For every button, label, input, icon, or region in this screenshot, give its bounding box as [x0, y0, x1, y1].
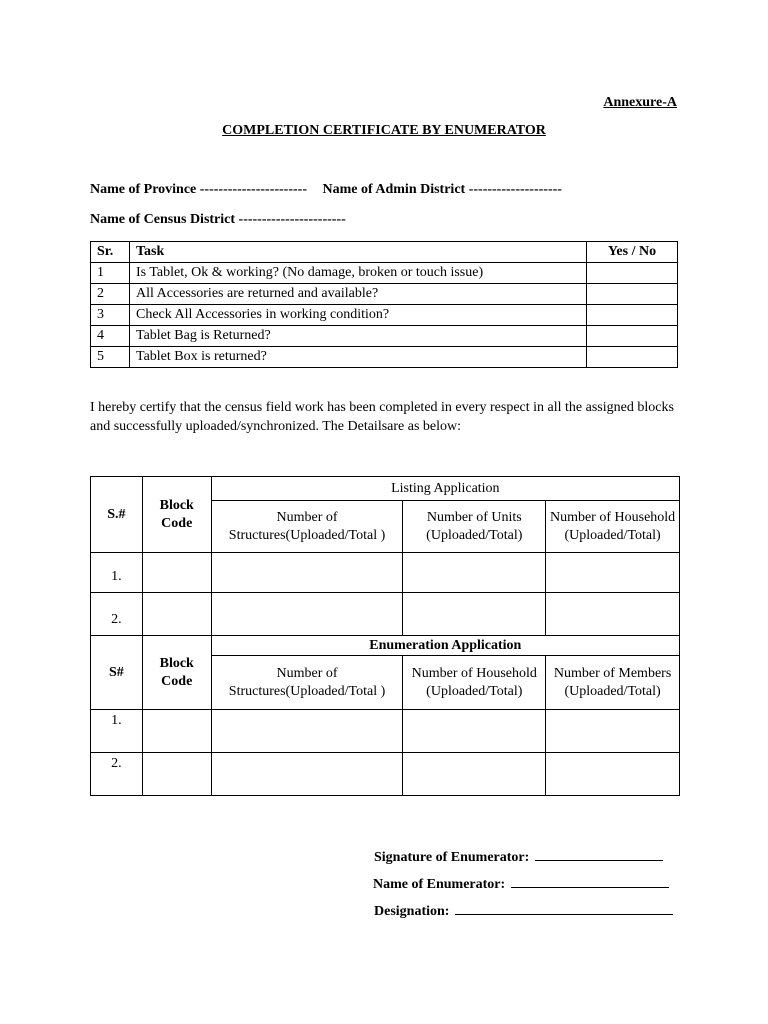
- row-task: All Accessories are returned and available?: [130, 284, 587, 305]
- enumeration-row-number: 2.: [91, 753, 143, 796]
- enumerator-name-field[interactable]: [511, 875, 669, 888]
- enumeration-structures-header: Number of Structures(Uploaded/Total ): [211, 656, 403, 710]
- application-upload-table: [90, 476, 680, 796]
- row-sr: 4: [91, 326, 130, 347]
- listing-sn-header: S.#: [91, 477, 143, 553]
- row-yes-no-cell[interactable]: [587, 263, 678, 284]
- enumeration-block-code-cell[interactable]: [142, 710, 211, 753]
- listing-row-number: 2.: [91, 593, 143, 636]
- census-district-dashes: -----------------------: [238, 212, 346, 227]
- table-row: [91, 710, 680, 753]
- listing-structures-cell[interactable]: [211, 593, 403, 636]
- listing-household-cell[interactable]: [546, 553, 680, 593]
- signature-label: Signature of Enumerator:: [374, 850, 530, 865]
- listing-block-code-cell[interactable]: [142, 593, 211, 636]
- row-sr: 1: [91, 263, 130, 284]
- name-line: [373, 875, 669, 893]
- table-header-row: [91, 242, 678, 263]
- table-row: [91, 593, 680, 636]
- listing-units-cell[interactable]: [403, 593, 546, 636]
- annexure-label: Annexure-A: [603, 95, 677, 110]
- row-task: Tablet Bag is Returned?: [130, 326, 587, 347]
- row-yes-no-cell[interactable]: [587, 305, 678, 326]
- listing-structures-header: Number of Structures(Uploaded/Total ): [211, 501, 403, 553]
- enumerator-name-label: Name of Enumerator:: [373, 877, 506, 892]
- row-task: Check All Accessories in working condition?: [130, 305, 587, 326]
- listing-block-code-cell[interactable]: [142, 553, 211, 593]
- row-task: Is Tablet, Ok & working? (No damage, broken or touch issue): [130, 263, 587, 284]
- listing-household-header: Number of Household (Uploaded/Total): [546, 501, 680, 553]
- enumeration-sn-header: S#: [91, 636, 143, 710]
- enumeration-structures-cell[interactable]: [211, 753, 403, 796]
- row-yes-no-cell[interactable]: [587, 284, 678, 305]
- header-task: Task: [130, 242, 587, 263]
- admin-district-dashes: --------------------: [468, 182, 562, 197]
- province-dashes: -----------------------: [199, 182, 307, 197]
- listing-units-header: Number of Units (Uploaded/Total): [403, 501, 546, 553]
- enumeration-household-header: Number of Household (Uploaded/Total): [403, 656, 546, 710]
- listing-section-title: Listing Application: [211, 477, 679, 501]
- table-row: [91, 305, 678, 326]
- enumeration-section-title: Enumeration Application: [211, 636, 679, 656]
- census-district-label: Name of Census District: [90, 212, 236, 227]
- table-row: [91, 263, 678, 284]
- province-label: Name of Province: [90, 182, 197, 197]
- table-row: [91, 326, 678, 347]
- table-row: [91, 753, 680, 796]
- admin-district-label: Name of Admin District: [322, 182, 466, 197]
- row-yes-no-cell[interactable]: [587, 347, 678, 368]
- signature-field[interactable]: [535, 848, 663, 861]
- document-title: COMPLETION CERTIFICATE BY ENUMERATOR: [222, 123, 546, 138]
- listing-structures-cell[interactable]: [211, 553, 403, 593]
- signature-line: [374, 848, 663, 866]
- enumeration-members-header: Number of Members (Uploaded/Total): [546, 656, 680, 710]
- row-yes-no-cell[interactable]: [587, 326, 678, 347]
- table-row: [91, 284, 678, 305]
- enumeration-members-cell[interactable]: [546, 753, 680, 796]
- listing-block-code-header: Block Code: [142, 477, 211, 553]
- enumeration-structures-cell[interactable]: [211, 710, 403, 753]
- enumeration-block-code-cell[interactable]: [142, 753, 211, 796]
- certification-statement: I hereby certify that the census field work has been completed in every respect in all the assigned blocks and successfully uploaded/synchronized. The Detailsare as below:: [90, 400, 674, 434]
- enumeration-block-code-header: Block Code: [142, 636, 211, 710]
- row-sr: 2: [91, 284, 130, 305]
- designation-line: [374, 902, 673, 920]
- row-sr: 3: [91, 305, 130, 326]
- enumeration-household-cell[interactable]: [403, 753, 546, 796]
- province-admin-line: [90, 182, 562, 198]
- enumeration-row-number: 1.: [91, 710, 143, 753]
- listing-units-cell[interactable]: [403, 553, 546, 593]
- enumeration-household-cell[interactable]: [403, 710, 546, 753]
- enumeration-members-cell[interactable]: [546, 710, 680, 753]
- header-yes-no: Yes / No: [587, 242, 678, 263]
- listing-household-cell[interactable]: [546, 593, 680, 636]
- row-sr: 5: [91, 347, 130, 368]
- table-row: [91, 553, 680, 593]
- header-sr: Sr.: [91, 242, 130, 263]
- listing-section-row: [91, 477, 680, 501]
- enumeration-section-row: [91, 636, 680, 656]
- designation-label: Designation:: [374, 904, 450, 919]
- census-district-line: [90, 212, 346, 228]
- designation-field[interactable]: [455, 902, 673, 915]
- listing-row-number: 1.: [91, 553, 143, 593]
- task-checklist-table: [90, 241, 678, 368]
- row-task: Tablet Box is returned?: [130, 347, 587, 368]
- table-row: [91, 347, 678, 368]
